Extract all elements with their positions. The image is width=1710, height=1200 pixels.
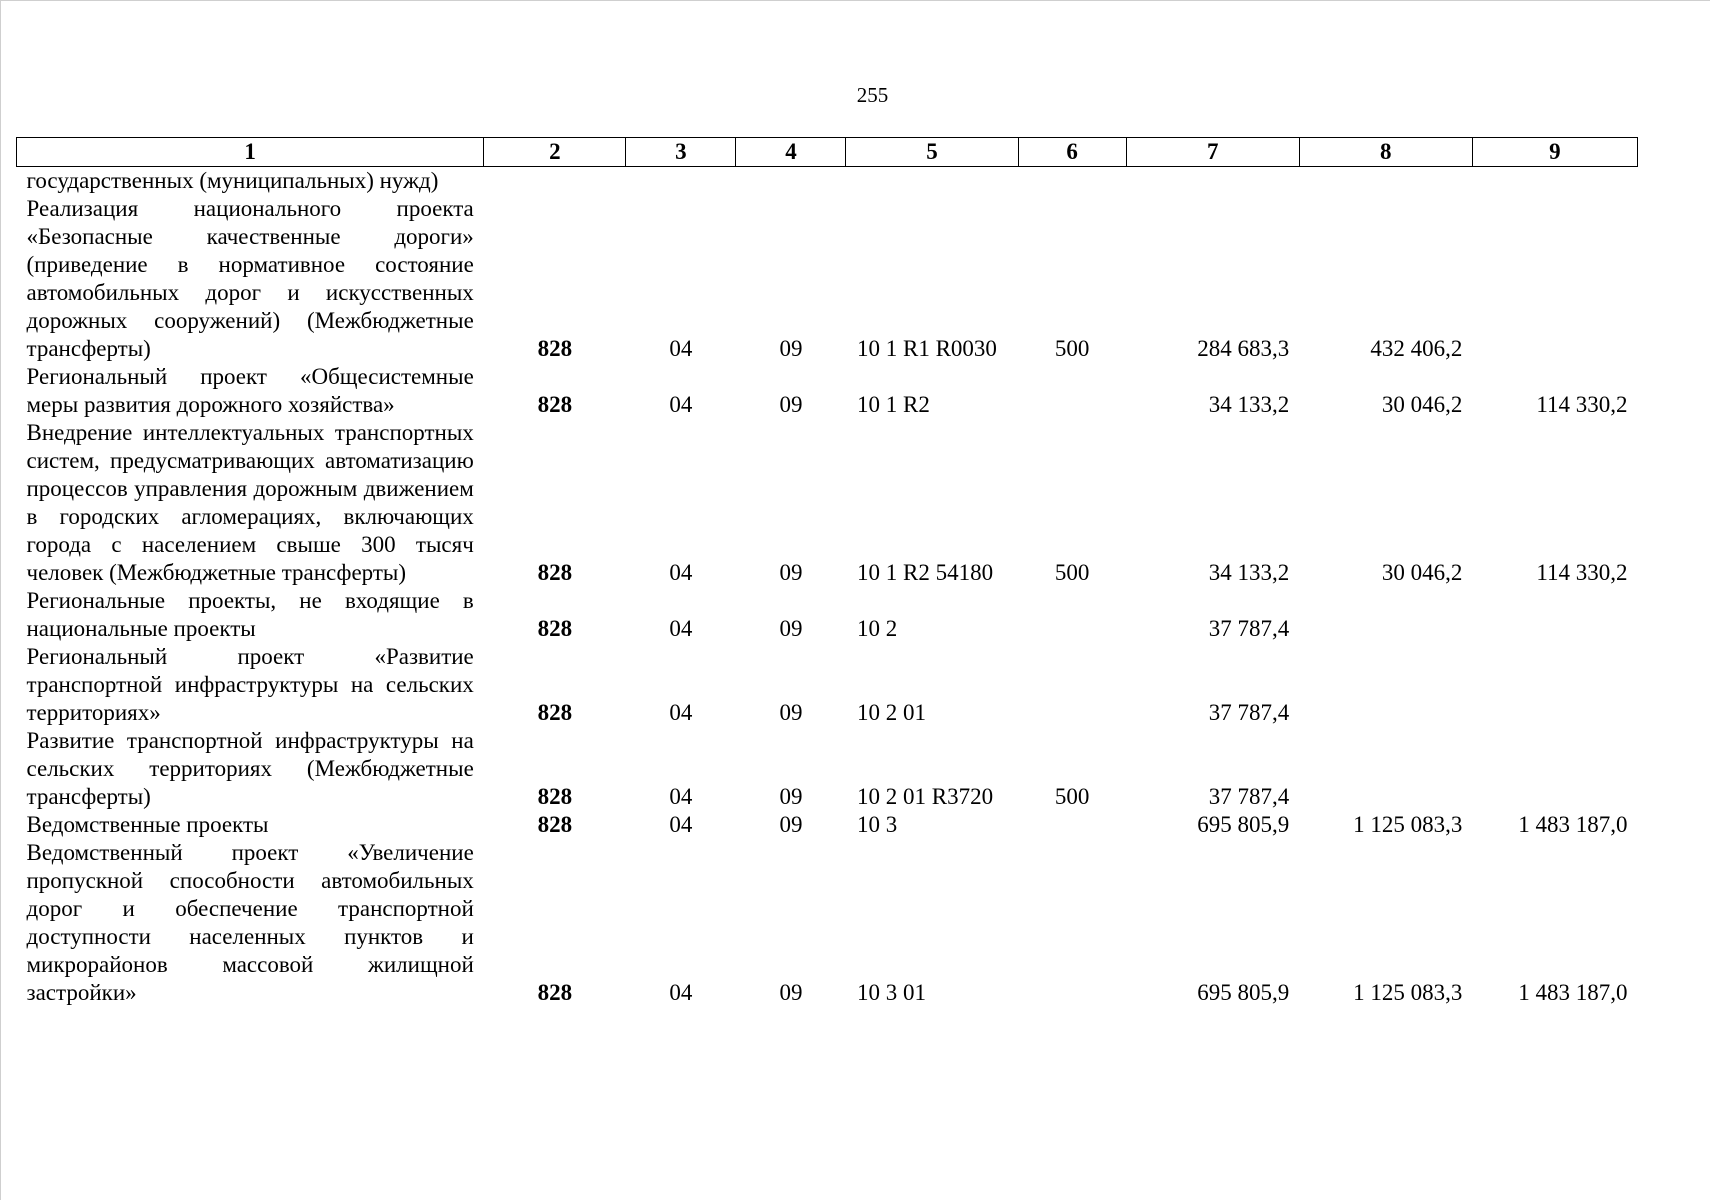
row-amount-year2 (1299, 643, 1472, 727)
row-subsection: 09 (779, 784, 803, 809)
row-target-code (846, 167, 1018, 196)
row-expense-type (1018, 363, 1126, 419)
row-admin-code: 828 (537, 784, 573, 809)
row-subsection: 09 (779, 616, 803, 641)
row-amount-year1: 34 133,2 (1208, 392, 1290, 417)
row-amount-year1: 37 787,4 (1208, 784, 1290, 809)
row-admin-code: 828 (537, 980, 573, 1005)
row-name: Региональные проекты, не входящие в национальные проекты (26, 588, 474, 641)
row-amount-year2 (1299, 167, 1472, 196)
row-expense-type: 500 (1054, 784, 1090, 809)
row-target-code: 10 2 01 R3720 (856, 784, 994, 809)
row-amount-year1 (1126, 167, 1299, 196)
row-amount-year1: 37 787,4 (1208, 616, 1290, 641)
row-name: Внедрение интеллектуальных транспортных систем, предусматривающих автоматизацию процессов управления дорожным движением в городских агломерациях, включающих города с населением свыше 300 тысяч человек (Межбюджетные трансферты) (26, 420, 474, 585)
col-header-5: 5 (846, 138, 1018, 167)
row-subsection: 09 (779, 392, 803, 417)
row-name: Региональный проект «Общесистемные меры развития дорожного хозяйства» (26, 364, 474, 417)
row-amount-year3 (1472, 167, 1637, 196)
row-subsection: 09 (779, 560, 803, 585)
budget-table (16, 137, 1638, 1007)
row-target-code: 10 3 (856, 812, 898, 837)
row-target-code: 10 3 01 (856, 980, 926, 1005)
row-section: 04 (669, 392, 693, 417)
row-expense-type (1018, 167, 1126, 196)
col-header-1: 1 (17, 138, 484, 167)
row-admin-code: 828 (537, 560, 573, 585)
row-name: Развитие транспортной инфраструктуры на сельских территориях (Межбюджетные трансферты) (26, 728, 474, 809)
table-row (17, 195, 1638, 363)
row-amount-year3: 1 483 187,0 (1518, 980, 1628, 1005)
column-number-header (17, 138, 1638, 167)
scan-top-edge (0, 0, 1710, 1)
table-row (17, 811, 1638, 839)
row-subsection: 09 (779, 812, 803, 837)
row-section (626, 167, 736, 196)
row-amount-year1: 34 133,2 (1208, 560, 1290, 585)
scan-left-edge (0, 0, 1, 1200)
row-amount-year3 (1472, 727, 1637, 811)
row-target-code: 10 1 R1 R0030 (856, 336, 997, 361)
row-target-code: 10 2 (856, 616, 898, 641)
row-amount-year2: 1 125 083,3 (1353, 980, 1463, 1005)
row-amount-year3 (1472, 195, 1637, 363)
row-name: Ведомственные проекты (26, 812, 269, 837)
row-subsection: 09 (779, 980, 803, 1005)
table-row (17, 419, 1638, 587)
row-section: 04 (669, 336, 693, 361)
row-amount-year2 (1299, 587, 1472, 643)
row-target-code: 10 2 01 (856, 700, 926, 725)
table-row (17, 727, 1638, 811)
row-expense-type (1018, 587, 1126, 643)
row-amount-year2 (1299, 727, 1472, 811)
table-row (17, 839, 1638, 1007)
row-amount-year1: 695 805,9 (1197, 980, 1290, 1005)
col-header-8: 8 (1299, 138, 1472, 167)
row-section: 04 (669, 980, 693, 1005)
row-admin-code: 828 (537, 812, 573, 837)
row-target-code: 10 1 R2 (856, 392, 930, 417)
row-section: 04 (669, 560, 693, 585)
row-name: Ведомственный проект «Увеличение пропускной способности автомобильных дорог и обеспечение транспортной доступности населенных пунктов и микрорайонов массовой жилищной застройки» (26, 840, 474, 1005)
col-header-6: 6 (1018, 138, 1126, 167)
row-amount-year3: 114 330,2 (1536, 560, 1628, 585)
row-amount-year2: 432 406,2 (1370, 336, 1463, 361)
col-header-9: 9 (1472, 138, 1637, 167)
table-row (17, 167, 1638, 196)
row-amount-year2: 30 046,2 (1381, 392, 1463, 417)
row-subsection: 09 (779, 700, 803, 725)
row-target-code: 10 1 R2 54180 (856, 560, 994, 585)
row-section: 04 (669, 700, 693, 725)
table-row (17, 587, 1638, 643)
row-amount-year2: 30 046,2 (1381, 560, 1463, 585)
col-header-7: 7 (1126, 138, 1299, 167)
row-expense-type (1018, 643, 1126, 727)
table-row (17, 363, 1638, 419)
col-header-2: 2 (484, 138, 626, 167)
row-admin-code (484, 167, 626, 196)
row-amount-year3 (1472, 587, 1637, 643)
row-admin-code: 828 (537, 392, 573, 417)
row-amount-year1: 284 683,3 (1197, 336, 1290, 361)
row-subsection: 09 (779, 336, 803, 361)
row-admin-code: 828 (537, 700, 573, 725)
row-name: Реализация национального проекта «Безопасные качественные дороги» (приведение в нормативное состояние автомобильных дорог и искусственных дорожных сооружений) (Межбюджетные трансферты) (26, 196, 474, 361)
row-amount-year2: 1 125 083,3 (1353, 812, 1463, 837)
col-header-4: 4 (736, 138, 846, 167)
row-name: Региональный проект «Развитие транспортной инфраструктуры на сельских территориях» (26, 644, 474, 725)
table-row (17, 643, 1638, 727)
row-name: государственных (муниципальных) нужд) (26, 168, 439, 193)
row-expense-type (1018, 811, 1126, 839)
row-section: 04 (669, 784, 693, 809)
row-amount-year1: 37 787,4 (1208, 700, 1290, 725)
row-section: 04 (669, 812, 693, 837)
page-number: 255 (856, 83, 889, 107)
row-expense-type: 500 (1054, 560, 1090, 585)
row-amount-year3: 1 483 187,0 (1518, 812, 1628, 837)
row-section: 04 (669, 616, 693, 641)
row-expense-type (1018, 839, 1126, 1007)
row-amount-year3: 114 330,2 (1536, 392, 1628, 417)
row-amount-year3 (1472, 643, 1637, 727)
row-admin-code: 828 (537, 336, 573, 361)
row-expense-type: 500 (1054, 336, 1090, 361)
row-admin-code: 828 (537, 616, 573, 641)
row-amount-year1: 695 805,9 (1197, 812, 1290, 837)
row-subsection (736, 167, 846, 196)
col-header-3: 3 (626, 138, 736, 167)
